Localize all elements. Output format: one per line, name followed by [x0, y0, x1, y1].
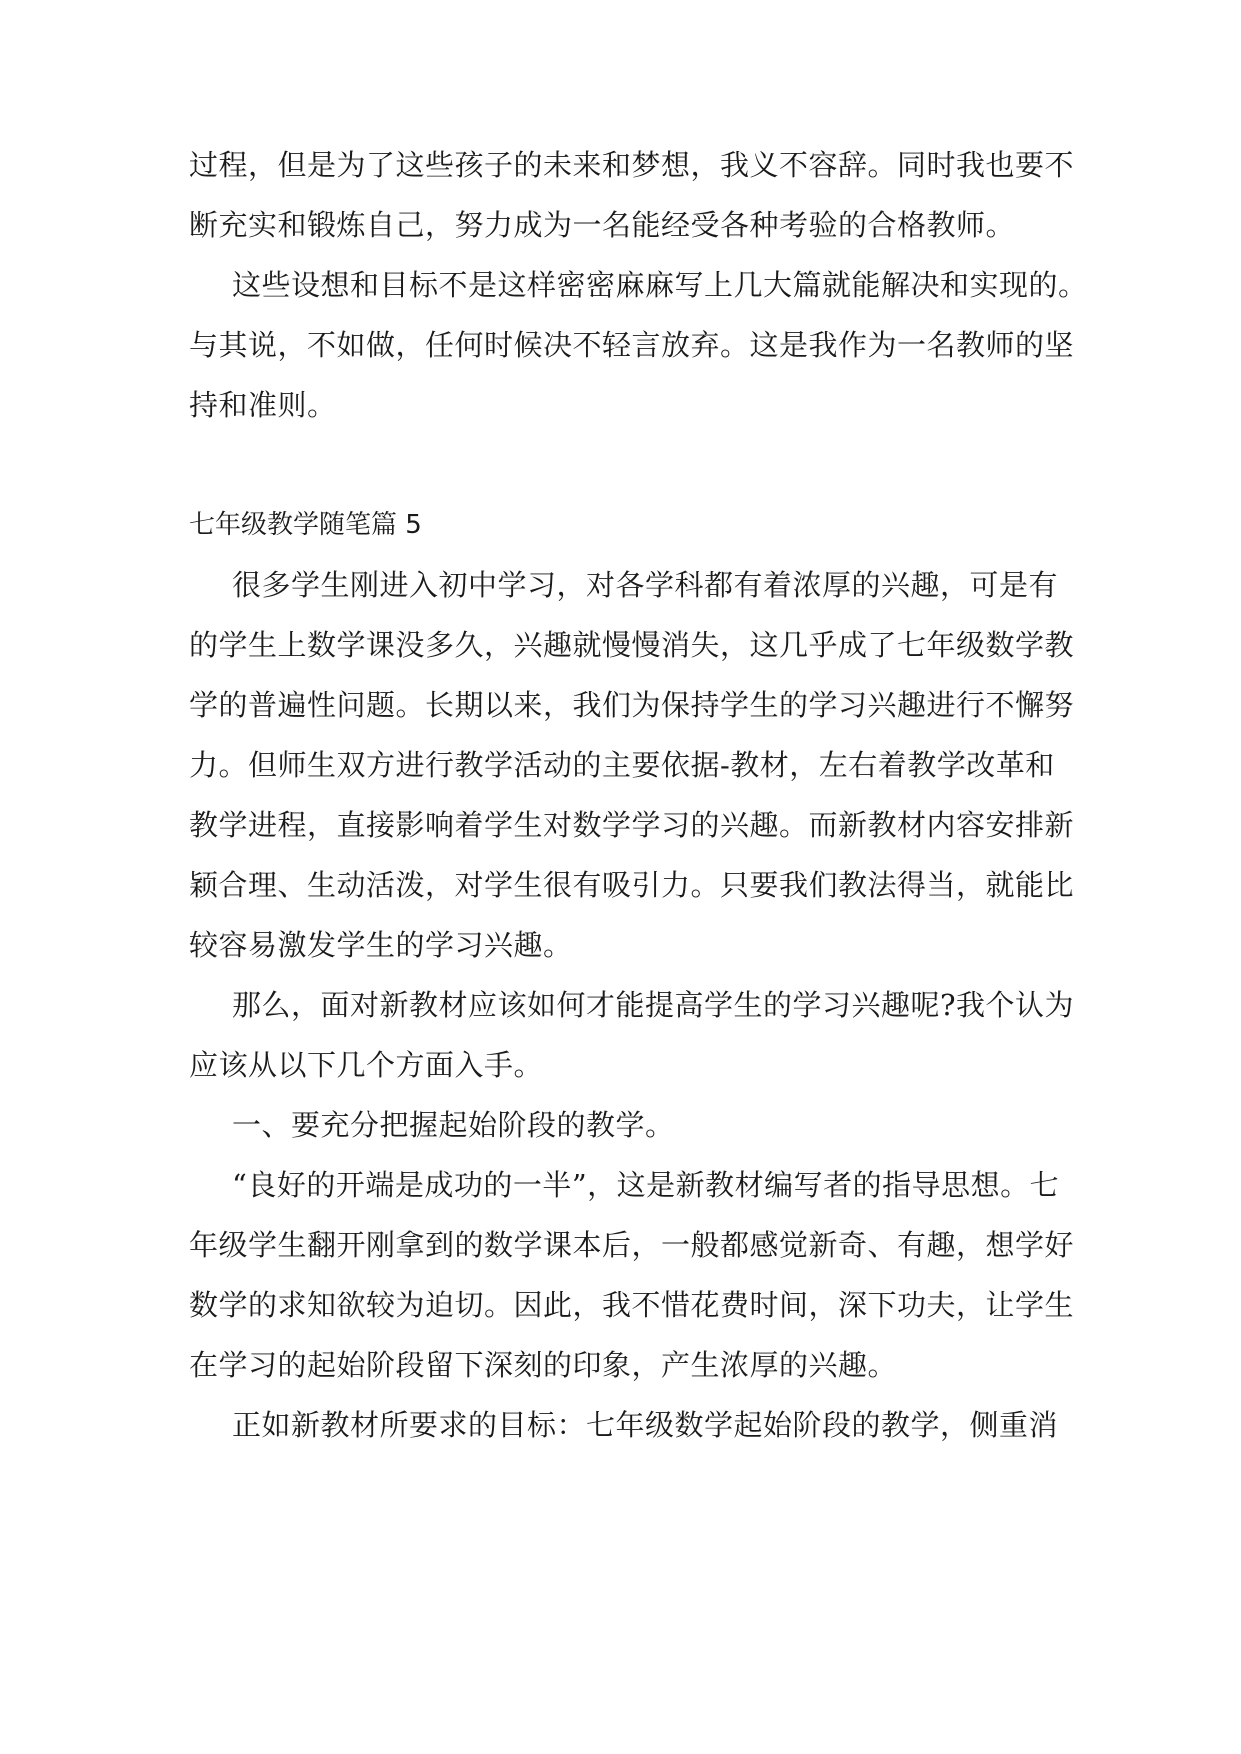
paragraph-line: 一、要充分把握起始阶段的教学。 — [232, 1108, 675, 1142]
paragraph-line: 的学生上数学课没多久，兴趣就慢慢消失，这几乎成了七年级数学教 — [189, 628, 1075, 662]
paragraph-line: 在学习的起始阶段留下深刻的印象，产生浓厚的兴趣。 — [189, 1348, 898, 1382]
paragraph-line: 颖合理、生动活泼，对学生很有吸引力。只要我们教法得当，就能比 — [189, 868, 1075, 902]
paragraph-line: 年级学生翻开刚拿到的数学课本后，一般都感觉新奇、有趣，想学好 — [189, 1228, 1075, 1262]
paragraph-line: 这些设想和目标不是这样密密麻麻写上几大篇就能解决和实现的。 — [232, 268, 1088, 302]
paragraph-line: 过程，但是为了这些孩子的未来和梦想，我义不容辞。同时我也要不 — [189, 148, 1075, 182]
paragraph-line: 数学的求知欲较为迫切。因此，我不惜花费时间，深下功夫，让学生 — [189, 1288, 1075, 1322]
paragraph-line: 那么，面对新教材应该如何才能提高学生的学习兴趣呢?我个认为 — [232, 988, 1075, 1022]
paragraph-line: 正如新教材所要求的目标：七年级数学起始阶段的教学，侧重消 — [232, 1408, 1059, 1442]
paragraph-line: 与其说，不如做，任何时候决不轻言放弃。这是我作为一名教师的坚 — [189, 328, 1075, 362]
paragraph-line: 应该从以下几个方面入手。 — [189, 1048, 544, 1082]
paragraph-line: 学的普遍性问题。长期以来，我们为保持学生的学习兴趣进行不懈努 — [189, 688, 1075, 722]
paragraph-line: “良好的开端是成功的一半”，这是新教材编写者的指导思想。七 — [232, 1168, 1060, 1202]
paragraph-line: 持和准则。 — [189, 388, 337, 422]
paragraph-line: 断充实和锻炼自己，努力成为一名能经受各种考验的合格教师。 — [189, 208, 1016, 242]
section-title: 七年级教学随笔篇 5 — [189, 510, 422, 540]
paragraph-line: 较容易激发学生的学习兴趣。 — [189, 928, 573, 962]
paragraph-line: 力。但师生双方进行教学活动的主要依据-教材，左右着教学改革和 — [189, 748, 1055, 782]
paragraph-line: 很多学生刚进入初中学习，对各学科都有着浓厚的兴趣，可是有 — [232, 568, 1059, 602]
paragraph-line: 教学进程，直接影响着学生对数学学习的兴趣。而新教材内容安排新 — [189, 808, 1075, 842]
